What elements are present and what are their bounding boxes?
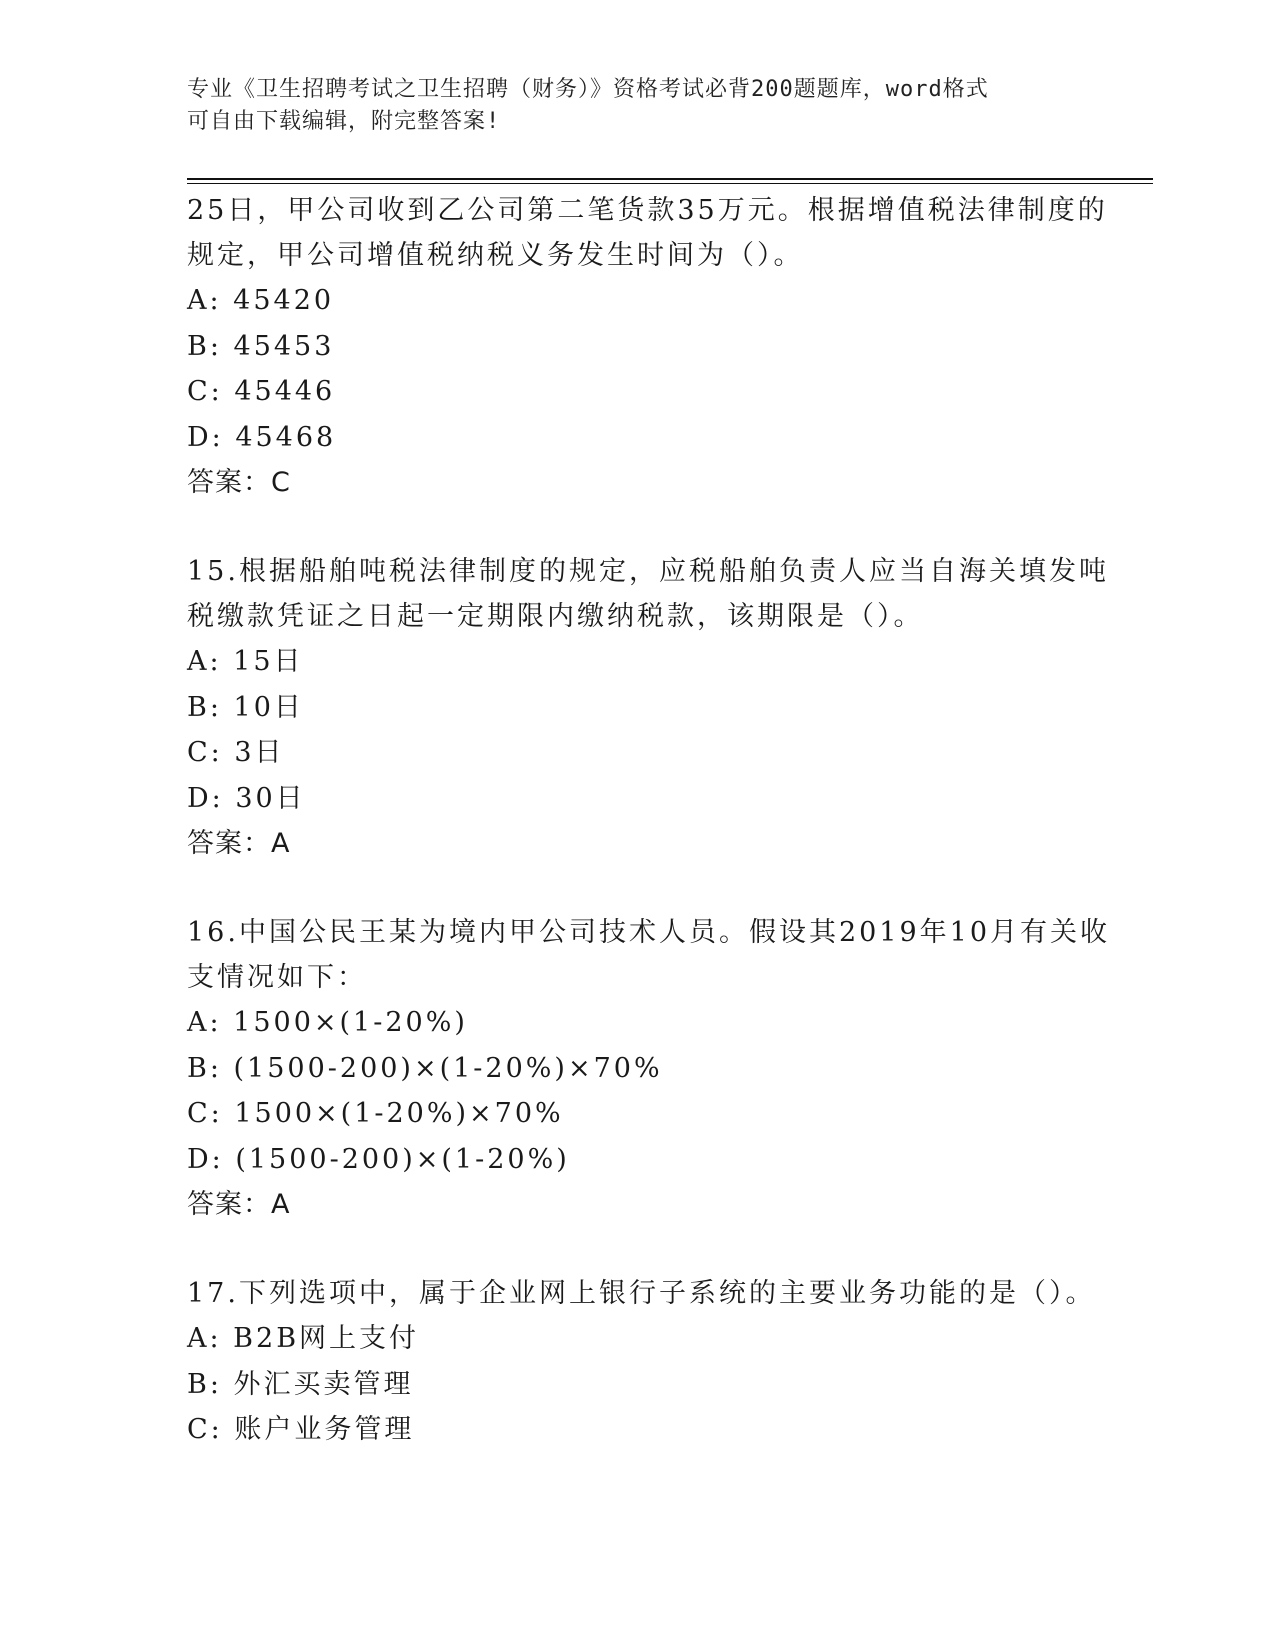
option-c: C: 1500×(1-20%)×70% [187,1098,564,1129]
question-block [187,1271,1096,1453]
option-d: D: 45468 [187,421,337,453]
header-divider-thin [187,183,1153,184]
option-a: A: 45420 [187,285,335,316]
option-d: D: (1500-200)×(1-20%) [187,1143,570,1175]
option-b: B: 外汇买卖管理 [187,1368,414,1400]
option-b: B: (1500-200)×(1-20%)×70% [187,1052,663,1084]
header-divider-thick [187,178,1153,180]
question-block [187,549,1109,866]
option-c: C: 账户业务管理 [187,1414,415,1445]
answer-line: 答案：A [187,1189,291,1220]
question-list [187,188,1111,1453]
header-line-2: 可自由下载编辑，附完整答案! [187,109,501,134]
option-c: C: 3日 [187,737,285,768]
option-b: B: 45453 [187,330,335,362]
document-header [187,74,1067,138]
block-spacer [187,505,1087,549]
answer-line: 答案：C [187,467,291,498]
header-line-1: 专业《卫生招聘考试之卫生招聘（财务）》资格考试必背200题题库，word格式 [187,77,989,102]
option-a: A: 15日 [187,646,304,677]
option-d: D: 30日 [187,782,306,814]
question-text-line: 税缴款凭证之日起一定期限内缴纳税款，该期限是（）。 [187,601,924,632]
answer-line: 答案：A [187,828,291,859]
option-a: A: 1500×(1-20%) [187,1007,468,1038]
question-text-line: 25日，甲公司收到乙公司第二笔货款35万元。根据增值税法律制度的 [187,195,1108,226]
option-b: B: 10日 [187,691,304,723]
question-text-line: 支情况如下： [187,962,367,993]
block-spacer [187,1227,1087,1271]
question-text-line: 17.下列选项中，属于企业网上银行子系统的主要业务功能的是（）。 [187,1278,1096,1309]
question-text-line: 16.中国公民王某为境内甲公司技术人员。假设其2019年10月有关收 [187,917,1111,948]
option-c: C: 45446 [187,376,336,407]
question-text-line: 规定，甲公司增值税纳税义务发生时间为（）。 [187,240,804,271]
block-spacer [187,866,1087,910]
option-a: A: B2B网上支付 [187,1323,420,1354]
question-block [187,910,1111,1227]
question-block [187,188,1108,505]
question-text-line: 15.根据船舶吨税法律制度的规定，应税船舶负责人应当自海关填发吨 [187,556,1109,587]
